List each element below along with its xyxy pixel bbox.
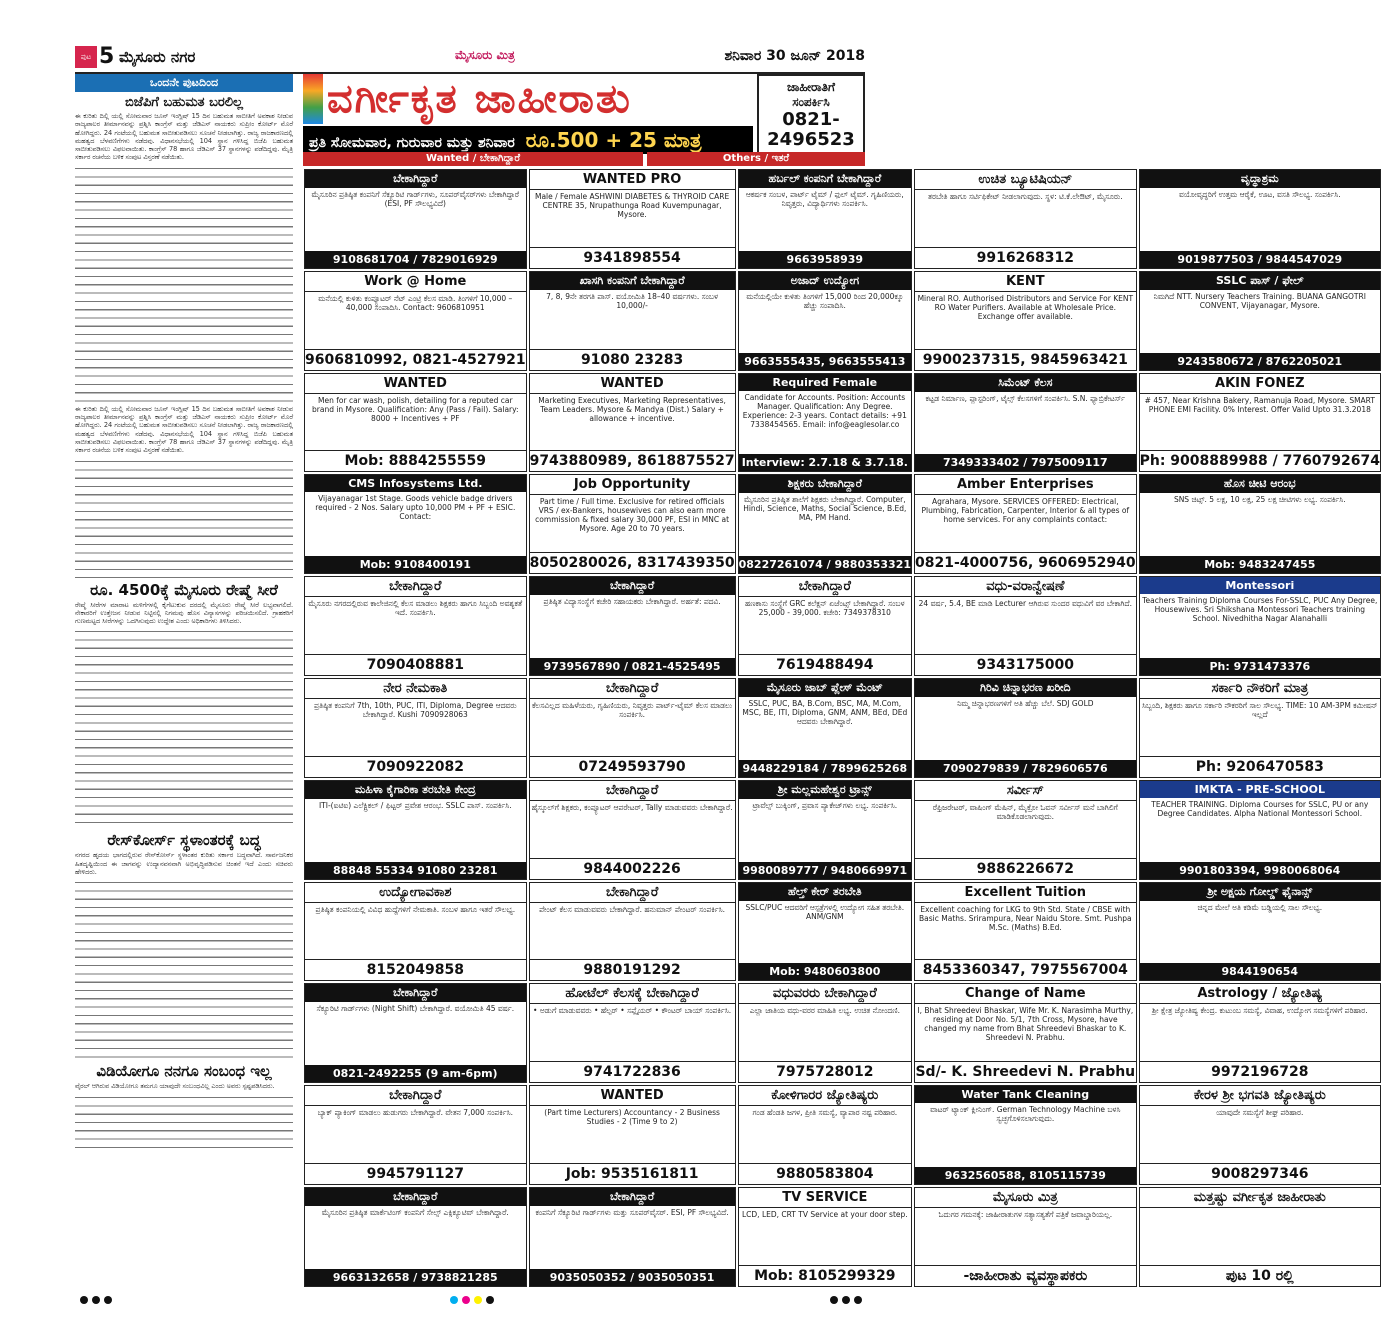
ad-body: ಕಟ್ಟಡ ನಿರ್ಮಾಣ, ಪ್ಲಾಸ್ಟರಿಂಗ್, ಟೈಲ್ಸ್ ಕೆಲಸಗಳಿಗೆ ಸಂಪರ್ಕಿಸಿ. S.N. ಫ್ಯಾಬ್ರಿಕೇಟರ್ಸ್ [925,393,1126,403]
ad-title: ಬೇಕಾಗಿದ್ದಾರೆ [305,1086,526,1106]
ad-title: ಮತ್ತಷ್ಟು ವರ್ಗೀಕೃತ ಜಾಹೀರಾತು [1140,1188,1380,1208]
ad-body: 7, 8, 9ನೇ ತರಗತಿ ಪಾಸ್. ವಯೋಮಿತಿ 18–40 ವರ್ಷಗಳು. ಸಂಬಳ 10,000/- [546,291,719,310]
ad-title: ಹರ್ಬಲ್ ಕಂಪನಿಗೆ ಬೇಕಾಗಿದ್ದಾರೆ [739,170,911,188]
ad-phone: 9972196728 [1140,1061,1380,1082]
classified-ad [1139,271,1381,371]
ad-phone: 9901803394, 9980068064 [1140,862,1380,879]
classified-ad [304,271,527,371]
ad-title: ಬೇಕಾಗಿದ್ದಾರೆ [530,781,735,801]
ad-phone: 9606810992, 0821-4527921 [305,349,526,370]
ad-body: ಮೈಸೂರು ನಗರದಲ್ಲಿರುವ ಕಾಲೇಜಿನಲ್ಲಿ ಕೆಲಸ ಮಾಡಲು ಶಿಕ್ಷಕರು ಹಾಗೂ ಸಿಬ್ಬಂದಿ ಅವಶ್ಯಕತೆ ಇದೆ. ಸಂಪರ್ಕಿಸಿ. [308,599,523,618]
classified-ad [1139,1187,1381,1287]
ad-title: ವಧು-ವರಾನ್ವೇಷಣೆ [915,577,1136,597]
ad-phone: 0821-4000756, 9606952940 [915,552,1136,573]
ad-body: ನಿಮ್ಮ ಚಿನ್ನಾಭರಣಗಳಿಗೆ ಅತಿ ಹೆಚ್ಚು ಬೆಲೆ. SDJ GOLD [957,698,1094,708]
ad-body: LCD, LED, CRT TV Service at your door step. [741,1209,908,1219]
ad-body: ಹಣಕಾಸು ಸಂಸ್ಥೆಗೆ GRC ಕಲೆಕ್ಷನ್ ಏಜೆಂಟ್ಸ್ ಬೇಕಾಗಿದ್ದಾರೆ. ಸಂಬಳ 25,000 - 39,000. ಕಚೇರಿ: 7349378310 [745,599,905,618]
ad-body: SSLC, PUC, BA, B.Com, BSC, MA, M.Com, MSC, BE, ITI, Diploma, GNM, ANM, BEd, DEd ಆದವರು ಬೇಕಾಗಿದ್ದಾರೆ. [742,698,908,726]
ad-body: Men for car wash, polish, detailing for a reputed car brand in Mysore. Qualification: Any (Pass / Fail). Salary: 8000 + Incentives + PF [312,395,519,423]
ad-title: WANTED [305,374,526,394]
ad-title: TV SERVICE [739,1188,911,1208]
ad-title: ವಧುವರರು ಬೇಕಾಗಿದ್ದಾರೆ [739,984,911,1004]
contact-box [757,74,865,154]
ad-title: Change of Name [915,984,1136,1004]
ad-body: ಮೈಸೂರಿನ ಪ್ರತಿಷ್ಠಿತ ಮಾರ್ಕೆಟಿಂಗ್ ಕಂಪನಿಗೆ ಸೇಲ್ಸ್ ಎಕ್ಸಿಕ್ಯೂಟಿವ್ ಬೇಕಾಗಿದ್ದಾರೆ. [321,1207,509,1217]
classified-ad [529,474,736,574]
ad-phone: 8152049858 [305,959,526,980]
ad-phone: 9945791127 [305,1163,526,1184]
ad-title: ಬೇಕಾಗಿದ್ದಾರೆ [530,679,735,699]
ad-phone: 9243580672 / 8762205021 [1140,353,1380,370]
article-text-lines [75,879,293,1059]
classified-ad [1139,882,1381,982]
ad-title: WANTED PRO [530,170,735,190]
classified-ad [914,882,1137,982]
ad-title: Water Tank Cleaning [915,1086,1136,1103]
ad-title: ಉದ್ಯೋಗಾವಕಾಶ [305,883,526,903]
ad-body: ನಿಮಗಿದೆ NTT. Nursery Teachers Training. BUANA GANGOTRI CONVENT, Vijayanagar, Mysore. [1153,291,1366,310]
print-registration-marks [830,1296,862,1306]
ad-phone: 9880583804 [739,1163,911,1184]
classified-ad [529,169,736,269]
classified-ad [1139,1085,1381,1185]
classified-ad [304,576,527,676]
ad-title: ಕೋಳಿಗಾರರ ಜ್ಯೋತಿಷ್ಯರು [739,1086,911,1106]
classified-ad [304,780,527,880]
ad-title: ಅಜಾದ್ ಉದ್ಯೋಗ [739,272,911,290]
classified-ad [304,169,527,269]
ad-body: Part time / Full time. Exclusive for retired officials VRS / ex-Bankers, housewives can also earn more commission & fixed salary 30,000 PF, ESI in MNC at Mysore. Age 20 to 70 years. [535,497,730,534]
ad-title: ಬೇಕಾಗಿದ್ದಾರೆ [305,170,526,188]
ad-phone: 9663132658 / 9738821285 [305,1269,526,1286]
ad-title: Montessori [1140,577,1380,594]
ad-body: Teachers Training Diploma Courses For-SSLC, PUC Any Degree, Housewives. Sri Shikshana Montessori Teachers training School. Nivedhitha Nagar Alanahalli [1142,596,1378,624]
ad-body: ITI-(ಐಟಿಐ) ಎಲೆಕ್ಟ್ರಿಕಲ್ / ಫಿಟ್ಟರ್ ಪ್ರವೇಶ ಆರಂಭ. SSLC ಪಾಸ್. ಸಂಪರ್ಕಿಸಿ. [318,800,512,810]
ad-body: Mineral RO. Authorised Distributors and Service For KENT RO Water Purifiers. Available at Wholesale Price. Exchange offer available. [917,293,1134,321]
ad-body: ಯಾವುದೇ ಸಮಸ್ಯೆಗೆ ಶೀಘ್ರ ಪರಿಹಾರ. [1216,1108,1304,1118]
ad-phone: Job: 9535161811 [530,1163,735,1184]
ad-phone: ಪುಟ 10 ರಲ್ಲಿ [1140,1265,1380,1286]
ad-title: IMKTA - PRE-SCHOOL [1140,781,1380,798]
ad-body: TEACHER TRAINING. Diploma Courses for SSLC, PU or any Degree Candidates. Alpha National Montessori School. [1151,799,1369,818]
ad-body: ಮನೆಯಲ್ಲಿ ಕುಳಿತು ಕಂಪ್ಯೂಟರ್ ನೆಟ್ ಎಂಟ್ರಿ ಕೆಲಸ ಮಾಡಿ. ತಿಂಗಳಿಗೆ 10,000 – 40,000 ಸಂಪಾದಿಸಿ. Contact: 9606810951 [318,293,513,312]
ad-phone: Ph: 9206470583 [1140,756,1380,777]
print-color-marks [450,1296,494,1306]
ad-phone: 7975728012 [739,1061,911,1082]
ad-phone: Mob: 8105299329 [739,1265,911,1286]
article-headline: ರೂ. 4500ಕ್ಕೆ ಮೈಸೂರು ರೇಷ್ಮೆ ಸೀರೆ [90,580,278,599]
ad-body: ಪ್ರತಿಷ್ಠಿತ ಕಂಪನಿಗೆ 7th, 10th, PUC, ITI, Diploma, Degree ಆದವರು ಬೇಕಾಗಿದ್ದಾರೆ. Kushi 7090928063 [313,700,517,719]
ad-phone: 9008297346 [1140,1163,1380,1184]
ad-title: KENT [915,272,1136,292]
ad-body: Excellent coaching for LKG to 9th Std. State / CBSE with Basic Maths. Srirampura, Near Naidu Store. Smt. Pushpa M.Sc. (Maths) B.Ed. [919,904,1132,932]
ad-phone: Mob: 9108400191 [305,556,526,573]
contact-phone-prefix: 0821- [782,109,840,130]
ad-title: AKIN FONEZ [1140,374,1380,394]
ad-body: Male / Female ASHWINI DIABETES & THYROID CARE CENTRE 35, Nrupathunga Road Kuvempunagar, Mysore. [534,192,730,219]
article-body: ನಗರದ ಹೃದಯ ಭಾಗದಲ್ಲಿರುವ ರೇಸ್‌ಕೋರ್ಸ್ ಸ್ಥಳಾಂತರ ಕುರಿತು ಸರ್ಕಾರ ಬದ್ಧವಾಗಿದೆ. ಸಾರ್ವಜನಿಕರ ಹಿತದೃಷ್ಟಿಯಿಂದ ಈ ಜಾಗವನ್ನು ಉದ್ಯಾನವನವಾಗಿ ಅಭಿವೃದ್ಧಿಪಡಿಸುವ ಚಿಂತನೆ ಇದೆ ಎಂದು ಸಚಿವರು ಹೇಳಿದರು. [75,851,293,877]
ad-body: Candidate for Accounts. Position: Accounts Manager. Qualification: Any Degree. Experience: 2-3 years. Contact details: +91 7338454565. Email: info@eaglesolar.co [742,392,907,429]
ad-title: Work @ Home [305,272,526,292]
classified-ad [1139,780,1381,880]
ad-body: ಮೈಸೂರಿನ ಪ್ರತಿಷ್ಠಿತ ಕಂಪನಿಗೆ ಸೆಕ್ಯೂರಿಟಿ ಗಾರ್ಡ್‌ಗಳು, ಸೂಪರ್‌ವೈಸರ್‌ಗಳು ಬೇಕಾಗಿದ್ದಾರೆ (ESI, PF ಸೌಲಭ್ಯವಿದೆ) [311,190,520,208]
classified-ad [738,1085,912,1185]
registration-dot [830,1296,838,1304]
ad-title: ಶ್ರೀ ಮಲ್ಲಮಹೇಶ್ವರ ಟ್ರಾನ್ಸ್ [739,781,911,799]
registration-dot [854,1296,862,1304]
ad-phone: 88848 55334 91080 23281 [305,862,526,879]
ad-title: WANTED [530,1086,735,1106]
ad-title: ಬೇಕಾಗಿದ್ದಾರೆ [305,984,526,1002]
article-text-lines [75,165,293,405]
ad-title: ಬೇಕಾಗಿದ್ದಾರೆ [530,577,735,595]
classified-ad [1139,474,1381,574]
ad-title: Amber Enterprises [915,475,1136,495]
ad-phone: 9743880989, 8618875527 [530,450,735,471]
classified-ad [1139,373,1381,473]
ad-phone: 9844002226 [530,858,735,879]
ad-phone: Mob: 9483247455 [1140,556,1380,573]
ad-title: ಹೋಟೆಲ್ ಕೆಲಸಕ್ಕೆ ಬೇಕಾಗಿದ್ದಾರೆ [530,984,735,1004]
classified-ad [304,373,527,473]
ad-body: ಚಿನ್ನದ ಮೇಲೆ ಅತಿ ಕಡಿಮೆ ಬಡ್ಡಿಯಲ್ಲಿ ಸಾಲ ಸೌಲಭ್ಯ. [1197,902,1323,912]
classified-ad [914,1085,1137,1185]
ad-title: ಮೈಸೂರು ಜಾಬ್ ಪ್ಲೇಸ್ ಮೆಂಟ್ [739,679,911,697]
ad-title: ಬೇಕಾಗಿದ್ದಾರೆ [530,883,735,903]
classified-ad [529,780,736,880]
ad-body: ಸಿಬ್ಬಂದಿ, ಶಿಕ್ಷಕರು ಹಾಗೂ ಸರ್ಕಾರಿ ನೌಕರರಿಗೆ ಸಾಲ ಸೌಲಭ್ಯ. TIME: 10 AM-3PM ಕಮೀಷನ್ ಇಲ್ಲದೆ [1142,700,1378,719]
ad-body: ರೆಫ್ರಿಜರೇಟರ್, ವಾಷಿಂಗ್ ಮೆಷಿನ್, ಮೈಕ್ರೋ ಓವನ್ ಸರ್ವೀಸ್ ಮನೆ ಬಾಗಿಲಿಗೆ ಮಾಡಿಕೊಡಲಾಗುವುದು. [932,802,1118,821]
classified-ad [914,1187,1137,1287]
ad-phone: 9900237315, 9845963421 [915,349,1136,370]
classified-ad [529,1187,736,1287]
classified-ad [738,373,912,473]
ad-body: ಹೈಸ್ಕೂಲ್‌ಗೆ ಶಿಕ್ಷಕರು, ಕಂಪ್ಯೂಟರ್ ಆಪರೇಟರ್, Tally ಮಾಡುವವರು ಬೇಕಾಗಿದ್ದಾರೆ. [531,802,733,812]
ad-phone: 9019877503 / 9844547029 [1140,251,1380,268]
ad-phone: 9739567890 / 0821-4525495 [530,658,735,675]
ad-phone: 9886226672 [915,858,1136,879]
ad-title: ಬೇಕಾಗಿದ್ದಾರೆ [305,1188,526,1206]
ad-title: Astrology / ಜ್ಯೋತಿಷ್ಯ [1140,984,1380,1004]
classified-ad [304,882,527,982]
ad-body: ತರಬೇತಿ ಹಾಗೂ ಸರ್ಟಿಫಿಕೇಟ್ ನೀಡಲಾಗುವುದು. ಸ್ಥಳ: ಟಿ.ಕೆ.ಲೇಔಟ್, ಮೈಸೂರು. [928,192,1123,201]
classified-ad [529,1085,736,1185]
classified-ad [529,882,736,982]
registration-dot [92,1296,100,1304]
ad-body: Vijayanagar 1st Stage. Goods vehicle badge drivers required - 2 Nos. Salary upto 10,000 PM + PF + ESIC. Contact: [315,494,516,522]
ad-body: ಕಂಪನಿಗೆ ಸೆಕ್ಯೂರಿಟಿ ಗಾರ್ಡ್‌ಗಳು ಮತ್ತು ಸೂಪರ್‌ವೈಸರ್. ESI, PF ಸೌಲಭ್ಯವಿದೆ. [535,1207,729,1217]
category-wanted: Wanted / ಬೇಕಾಗಿದ್ದಾರೆ [303,152,643,166]
ad-body: ಪ್ರತಿಷ್ಠಿತ ವಿದ್ಯಾಸಂಸ್ಥೆಗೆ ಕಚೇರಿ ಸಹಾಯಕರು ಬೇಕಾಗಿದ್ದಾರೆ. ಅರ್ಹತೆ: ಪದವಿ. [543,597,721,607]
classified-ads-grid [303,168,1380,1288]
ad-title: ಖಾಸಗಿ ಕಂಪನಿಗೆ ಬೇಕಾಗಿದ್ದಾರೆ [530,272,735,290]
ad-title: ಬೇಕಾಗಿದ್ದಾರೆ [305,577,526,597]
article-headline: ರೇಸ್‌ಕೋರ್ಸ್ ಸ್ಥಳಾಂತರಕ್ಕೆ ಬದ್ಧ [107,831,261,850]
ad-title: WANTED [530,374,735,394]
ad-title: ಶಿಕ್ಷಕರು ಬೇಕಾಗಿದ್ದಾರೆ [739,475,911,493]
ad-body: • ಅಡುಗೆ ಮಾಡುವವರು • ಹೆಲ್ಪರ್ • ಸಪ್ಲೈಯರ್ • ಕೌಂಟರ್ ಬಾಯ್ ಸಂಪರ್ಕಿಸಿ. [533,1006,732,1016]
classified-ad [1139,983,1381,1083]
classified-ad [914,576,1137,676]
ad-title: ನೇರ ನೇಮಕಾತಿ [305,679,526,699]
ad-title: Job Opportunity [530,475,735,495]
ad-body: ವಯೋವೃದ್ಧರಿಗೆ ಉತ್ತಮ ಆರೈಕೆ, ಊಟ, ವಸತಿ ಸೌಲಭ್ಯ. ಸಂಪರ್ಕಿಸಿ. [1178,190,1341,199]
article-body: ರೇಷ್ಮೆ ಸೀರೆಗಳ ಮಾರಾಟ ಮಳಿಗೆಗಳಲ್ಲಿ ಕೈಗೆಟುಕುವ ದರದಲ್ಲಿ ಮೈಸೂರು ರೇಷ್ಮೆ ಸೀರೆ ಲಭ್ಯವಾಗಲಿದೆ. ನೇಕಾರರಿಗೆ ಉತ್ತೇಜನ ನೀಡುವ ನಿಟ್ಟಿನಲ್ಲಿ ನಿಗಮವು ಹೊಸ ವಿನ್ಯಾಸಗಳನ್ನು ಪರಿಚಯಿಸಲಿದೆ. ಗ್ರಾಹಕರಿಗೆ ಗುಣಮಟ್ಟದ ಸೀರೆಗಳನ್ನು ಒದಗಿಸುವುದು ಉದ್ದೇಶ ಎಂದು ಅಧಿಕಾರಿಗಳು ತಿಳಿಸಿದರು. [75,600,293,626]
ad-phone: 9663958939 [739,251,911,268]
ad-phone: 9035050352 / 9035050351 [530,1269,735,1286]
ad-title: Required Female [739,374,911,391]
article-text-lines [75,458,293,578]
banner-subtitle [303,126,753,154]
ad-body: ಟ್ರಾವೆಲ್ಸ್ ಬುಕ್ಕಿಂಗ್, ಪ್ರವಾಸ ಪ್ಯಾಕೇಜ್‌ಗಳು ಲಭ್ಯ. ಸಂಪರ್ಕಿಸಿ. [752,800,898,810]
page-label: ಪುಟ [75,46,97,68]
article-text-lines [75,628,293,828]
article-body: ಈ ಕುರಿತು ದಿಲ್ಲಿ ಯಲ್ಲಿ ಸೋಮವಾರ ಜೂನ್ ಇಂಗ್ಲಿಷ್ 15 ದಿನ ಬಹುಮತ ಸಾಬೀತಿಗೆ ಅವಕಾಶ ನೀಡುವ ರಾಜ್ಯಪಾಲರ ತೀರ್ಮಾನವನ್ನು ಪ್ರಶ್ನಿಸಿ ಕಾಂಗ್ರೆಸ್ ಮತ್ತು ಜೆಡಿಎಸ್ ನಾಯಕರು ಸುಪ್ರೀಂ ಕೋರ್ಟ್ ಮೊರೆ ಹೋಗಿದ್ದರು. 24 ಗಂಟೆಯಲ್ಲಿ ಬಹುಮತ ಸಾಬೀತುಪಡಿಸಲು ಸೂಚನೆ ನೀಡಲಾಗಿತ್ತು. ರಾಜ್ಯ ರಾಜಕಾರಣದಲ್ಲಿ ಮಹತ್ವದ ಬೆಳವಣಿಗೆಗಳು ನಡೆದವು. ವಿಧಾನಸಭೆಯಲ್ಲಿ 104 ಸ್ಥಾನ ಗಳಿಸಿದ್ದ ಬಿಜೆಪಿ ಬಹುಮತ ಸಾಬೀತುಪಡಿಸಲು ವಿಫಲವಾಯಿತು. ಕಾಂಗ್ರೆಸ್ 78 ಹಾಗೂ ಜೆಡಿಎಸ್ 37 ಸ್ಥಾನಗಳನ್ನು ಪಡೆದಿದ್ದವು. ಮೈತ್ರಿ ಸರ್ಕಾರ ರಚನೆಯ ಬಳಿಕ ಸಂಪುಟ ವಿಸ್ತರಣೆ ನಡೆಯಿತು. [75,112,293,162]
ad-phone: 9341898554 [530,247,735,268]
ad-body: ಎಲ್ಲಾ ಜಾತಿಯ ವಧು-ವರರ ಮಾಹಿತಿ ಲಭ್ಯ. ಉಚಿತ ನೋಂದಣಿ. [749,1006,900,1016]
ad-title: ಬೇಕಾಗಿದ್ದಾರೆ [530,1188,735,1206]
classified-ad [304,983,527,1083]
colorful-logo-icon [303,74,323,124]
ad-title: ಹೊಸ ಚೀಟಿ ಆರಂಭ [1140,475,1380,493]
ad-body: ಓದುಗರ ಗಮನಕ್ಕೆ: ಜಾಹೀರಾತುಗಳ ಸತ್ಯಾಸತ್ಯತೆಗೆ ಪತ್ರಿಕೆ ಜವಾಬ್ದಾರಿಯಲ್ಲ. [938,1209,1113,1219]
ad-phone: Mob: 8884255559 [305,450,526,471]
classified-ad [738,780,912,880]
magenta-dot [462,1296,470,1304]
ad-body: ಮನೆಯಲ್ಲಿಯೇ ಕುಳಿತು ತಿಂಗಳಿಗೆ 15,000 ರಿಂದ 20,000ಕ್ಕೂ ಹೆಚ್ಚು ಸಂಪಾದಿಸಿ. [746,291,904,310]
ad-title: ಸರ್ಕಾರಿ ನೌಕರಿಗೆ ಮಾತ್ರ [1140,679,1380,699]
ad-phone: -ಜಾಹೀರಾತು ವ್ಯವಸ್ಥಾಪಕರು [915,1265,1136,1286]
ad-title: CMS Infosystems Ltd. [305,475,526,492]
classified-ad [914,373,1137,473]
classified-ad [738,678,912,778]
classified-ad [914,169,1137,269]
ad-phone: Sd/- K. Shreedevi N. Prabhu [915,1061,1136,1082]
ad-phone: Ph: 9731473376 [1140,658,1380,675]
ad-phone: 7090408881 [305,654,526,675]
registration-dot [80,1296,88,1304]
ad-phone: 91080 23283 [530,349,735,370]
newspaper-name: ಮೈಸೂರು ಮಿತ್ರ [455,48,515,62]
ad-body: ಪ್ರತಿಷ್ಠಿತ ಕಂಪನಿಯಲ್ಲಿ ವಿವಿಧ ಹುದ್ದೆಗಳಿಗೆ ನೇಮಕಾತಿ. ಸಂಬಳ ಹಾಗೂ ಇತರೆ ಸೌಲಭ್ಯ. [315,904,516,914]
classified-ad [738,271,912,371]
page-header [75,44,865,74]
ad-phone: 9343175000 [915,654,1136,675]
classified-ad [738,1187,912,1287]
ad-body: ಮೈಸೂರಿನ ಪ್ರತಿಷ್ಠಿತ ಶಾಲೆಗೆ ಶಿಕ್ಷಕರು ಬೇಕಾಗಿದ್ದಾರೆ. Computer, Hindi, Science, Maths, Social Science, B.Ed, MA, PM Hand. [743,495,907,523]
ad-phone: 8050280026, 8317439350 [530,552,735,573]
ad-title: ಕೇರಳ ಶ್ರೀ ಭಗವತಿ ಜ್ಯೋತಿಷ್ಯರು [1140,1086,1380,1106]
ad-body: Agrahara, Mysore. SERVICES OFFERED: Electrical, Plumbing, Fabrication, Carpenter, Interior & all types of home services. For any complaints contact: [921,497,1130,525]
classified-ad [1139,169,1381,269]
ad-phone: 0821-2492255 (9 am-6pm) [305,1065,526,1082]
ad-phone: 7619488494 [739,654,911,675]
ad-title: ಮಹಿಳಾ ಕೈಗಾರಿಕಾ ತರಬೇತಿ ಕೇಂದ್ರ [305,781,526,799]
ad-phone: 9663555435, 9663555413 [739,353,911,370]
ad-body: SNS ಚಿಟ್ಸ್. 5 ಲಕ್ಷ, 10 ಲಕ್ಷ, 25 ಲಕ್ಷ ಚೀಟಿಗಳು ಲಭ್ಯ. ಸಂಪರ್ಕಿಸಿ. [1173,495,1346,505]
registration-dot [104,1296,112,1304]
ad-title: ಸಿಮೆಂಟ್ ಕೆಲಸ [915,374,1136,392]
classified-ad [738,882,912,982]
contact-line2: ಸಂಪರ್ಕಿಸಿ [792,95,830,109]
page-number: 5 [99,44,115,69]
classified-ad [738,169,912,269]
classified-ad [304,474,527,574]
ad-body: ಶ್ರೀ ಕ್ಷೇತ್ರ ಜ್ಯೋತಿಷ್ಯ ಕೇಂದ್ರ. ಕುಟುಂಬ ಸಮಸ್ಯೆ, ವಿವಾಹ, ಉದ್ಯೋಗ ಸಮಸ್ಯೆಗಳಿಗೆ ಪರಿಹಾರ. [1151,1006,1368,1016]
ad-title: ಶ್ರೀ ಅಕ್ಷಯ ಗೋಲ್ಡ್ ಫೈನಾನ್ಸ್ [1140,883,1380,901]
contact-phone: 2496523 [767,129,855,150]
classified-ad [738,474,912,574]
classified-ad [914,271,1137,371]
ad-phone: 9980089777 / 9480669971 [739,862,911,879]
classified-ad [529,678,736,778]
ad-body: ಆಕರ್ಷಕ ಸಂಬಳ, ಪಾರ್ಟ್ ಟೈಮ್ / ಫುಲ್ ಟೈಮ್. ಗೃಹಿಣಿಯರು, ನಿವೃತ್ತರು, ವಿದ್ಯಾರ್ಥಿಗಳು ಸಂಪರ್ಕಿಸಿ. [745,190,904,208]
ad-phone: 9632560588, 8105115739 [915,1167,1136,1184]
ad-title: ಸರ್ವೀಸ್ [915,781,1136,801]
ad-body: 24 ವರ್ಷ, 5.4, BE ಮಾಡಿ Lecturer ಆಗಿರುವ ಸುಂದರ ವಧುವಿಗೆ ವರ ಬೇಕಾಗಿದೆ. [918,599,1132,609]
ad-phone: 9108681704 / 7829016929 [305,251,526,268]
article-body: ವೈರಲ್ ಆಗಿರುವ ವಿಡಿಯೋಗೂ ತಮಗೂ ಯಾವುದೇ ಸಂಬಂಧವಿಲ್ಲ ಎಂದು ಅವರು ಸ್ಪಷ್ಟಪಡಿಸಿದರು. [75,1082,275,1091]
ad-body: ಬ್ಯಾಕ್ ಪ್ಯಾಕಿಂಗ್ ಮಾಡಲು ಹುಡುಗರು ಬೇಕಾಗಿದ್ದಾರೆ. ವೇತನ 7,000 ಸಂಪರ್ಕಿಸಿ. [317,1108,513,1118]
continued-band: ಒಂದನೇ ಪುಟದಿಂದ [75,74,293,92]
banner-title: ವರ್ಗೀಕೃತ ಜಾಹೀರಾತು [327,76,632,122]
ad-body [1140,1208,1380,1265]
ad-title: ವೃದ್ಧಾಶ್ರಮ [1140,170,1380,188]
ad-body: ಕೆಲಸವಿಲ್ಲದ ಮಹಿಳೆಯರು, ಗೃಹಿಣಿಯರು, ನಿವೃತ್ತರು ಪಾರ್ಟ್-ಟೈಮ್ ಕೆಲಸ ಮಾಡಲು ಸಂಪರ್ಕಿಸಿ. [532,700,733,719]
issue-date: ಶನಿವಾರ 30 ಜೂನ್ 2018 [724,48,865,64]
ad-phone: 7090279839 / 7829606576 [915,760,1136,777]
ad-phone: 7090922082 [305,756,526,777]
classified-ad [1139,576,1381,676]
publish-days: ಪ್ರತಿ ಸೋಮವಾರ, ಗುರುವಾರ ಮತ್ತು ಶನಿವಾರ [309,135,515,151]
ad-title: ಗಿರಿವಿ ಚಿನ್ನಾಭರಣ ಖರೀದಿ [915,679,1136,697]
ad-title: SSLC ಪಾಸ್ / ಫೇಲ್ [1140,272,1380,290]
ad-phone: 7349333402 / 7975009117 [915,454,1136,471]
ad-phone: Ph: 9008889988 / 7760792674 [1140,450,1380,471]
ad-phone: Mob: 9480603800 [739,963,911,980]
ad-body: I, Bhat Shreedevi Bhaskar, Wife Mr. K. Narasimha Murthy, residing at Door No. 5/1, 7th Cross, Mysore, have changed my name from Bhat Shreedevi Bhaskar to K. Shreedevi N. Prabhu. [917,1006,1134,1043]
ad-phone: 9448229184 / 7899625268 [739,760,911,777]
news-column [75,74,293,1288]
classified-ad [529,373,736,473]
classified-ad [738,576,912,676]
section-title: ಮೈಸೂರು ನಗರ [119,48,196,66]
ad-body: ಗಂಡ ಹೆಂಡತಿ ಜಗಳ, ಪ್ರೀತಿ ಸಮಸ್ಯೆ, ವ್ಯಾಪಾರ ನಷ್ಟ ಪರಿಹಾರ. [752,1108,898,1118]
ad-phone: 9916268312 [915,247,1136,268]
ad-title: ಹೆಲ್ತ್ ಕೇರ್ ತರಬೇತಿ [739,883,911,901]
category-others: Others / ಇತರೆ [647,152,865,166]
article-headline: ಬಿಜೆಪಿಗೆ ಬಹುಮತ ಬರಲಿಲ್ಲ [124,95,244,110]
ad-body: (Part time Lecturers) Accountancy - 2 Business Studies - 2 (Time 9 to 2) [544,1108,720,1127]
ad-phone: 8453360347, 7975567004 [915,959,1136,980]
ad-body: # 457, Near Krishna Bakery, Ramanuja Road, Mysore. SMART PHONE EMI Facility. 0% Interest. Offer Valid Upto 31.3.2018 [1144,395,1375,414]
ad-title: ಮೈಸೂರು ಮಿತ್ರ [915,1188,1136,1208]
black-dot [486,1296,494,1304]
ad-body: ಪೇಂಟ್ ಕೆಲಸ ಮಾಡುವವರು ಬೇಕಾಗಿದ್ದಾರೆ. ಹನುಮಾನ್ ಪೇಂಟರ್ ಸಂಪರ್ಕಿಸಿ. [539,904,726,914]
ad-body: SSLC/PUC ಆದವರಿಗೆ ಆಸ್ಪತ್ರೆಗಳಲ್ಲಿ ಉದ್ಯೋಗ ಸಹಿತ ತರಬೇತಿ. ANM/GNM [745,902,905,921]
cyan-dot [450,1296,458,1304]
ad-title: ಉಚಿತ ಬ್ಯೂಟಿಷಿಯನ್ [915,170,1136,190]
ad-phone: 9741722836 [530,1061,735,1082]
ad-title: ಬೇಕಾಗಿದ್ದಾರೆ [739,577,911,597]
classified-ad [304,678,527,778]
classified-ad [914,780,1137,880]
yellow-dot [474,1296,482,1304]
ad-title: Excellent Tuition [915,883,1136,903]
ad-body: ವಾಟರ್ ಟ್ಯಾಂಕ್ ಕ್ಲೀನಿಂಗ್. German Technology Machine ಬಳಸಿ ಸ್ವಚ್ಛಗೊಳಿಸಲಾಗುವುದು. [930,1105,1121,1124]
ad-phone: 08227261074 / 9880353321 [738,558,912,572]
classified-ad [529,576,736,676]
ad-phone: 9880191292 [530,959,735,980]
print-registration-marks [80,1296,112,1306]
classified-ad [529,271,736,371]
ad-phone: 07249593790 [530,756,735,777]
classified-ad [914,678,1137,778]
ad-price: ರೂ.500 + 25 ಮಾತ್ರ [525,128,702,152]
contact-line1: ಜಾಹೀರಾತಿಗೆ [787,80,835,94]
classified-ad [1139,678,1381,778]
classified-ad [738,983,912,1083]
article-headline: ವಿಡಿಯೋಗೂ ನನಗೂ ಸಂಬಂಧ ಇಲ್ಲ [96,1062,272,1081]
classified-ad [529,983,736,1083]
registration-dot [842,1296,850,1304]
classified-ad [304,1187,527,1287]
classified-ad [914,474,1137,574]
article-body: ಈ ಕುರಿತು ದಿಲ್ಲಿ ಯಲ್ಲಿ ಸೋಮವಾರ ಜೂನ್ ಇಂಗ್ಲಿಷ್ 15 ದಿನ ಬಹುಮತ ಸಾಬೀತಿಗೆ ಅವಕಾಶ ನೀಡುವ ರಾಜ್ಯಪಾಲರ ತೀರ್ಮಾನವನ್ನು ಪ್ರಶ್ನಿಸಿ ಕಾಂಗ್ರೆಸ್ ಮತ್ತು ಜೆಡಿಎಸ್ ನಾಯಕರು ಸುಪ್ರೀಂ ಕೋರ್ಟ್ ಮೊರೆ ಹೋಗಿದ್ದರು. 24 ಗಂಟೆಯಲ್ಲಿ ಬಹುಮತ ಸಾಬೀತುಪಡಿಸಲು ಸೂಚನೆ ನೀಡಲಾಗಿತ್ತು. ರಾಜ್ಯ ರಾಜಕಾರಣದಲ್ಲಿ ಮಹತ್ವದ ಬೆಳವಣಿಗೆಗಳು ನಡೆದವು. ವಿಧಾನಸಭೆಯಲ್ಲಿ 104 ಸ್ಥಾನ ಗಳಿಸಿದ್ದ ಬಿಜೆಪಿ ಬಹುಮತ ಸಾಬೀತುಪಡಿಸಲು ವಿಫಲವಾಯಿತು. ಕಾಂಗ್ರೆಸ್ 78 ಹಾಗೂ ಜೆಡಿಎಸ್ 37 ಸ್ಥಾನಗಳನ್ನು ಪಡೆದಿದ್ದವು. ಮೈತ್ರಿ ಸರ್ಕಾರ ರಚನೆಯ ಬಳಿಕ ಸಂಪುಟ ವಿಸ್ತರಣೆ ನಡೆಯಿತು. [75,404,293,455]
article-text-lines [75,1094,293,1154]
classified-ad [914,983,1137,1083]
classified-ad [304,1085,527,1185]
ad-body: ಸೆಕ್ಯೂರಿಟಿ ಗಾರ್ಡ್‌ಗಳು (Night Shift) ಬೇಕಾಗಿದ್ದಾರೆ. ವಯೋಮಿತಿ 45 ವರ್ಷ. [316,1004,515,1014]
ad-body: Marketing Executives, Marketing Representatives, Team Leaders. Mysore & Mandya (Dist.) Salary + allowance + incentive. [538,395,726,423]
ad-phone: 9844190654 [1140,963,1380,980]
ad-phone: Interview: 2.7.18 & 3.7.18. [739,454,911,471]
